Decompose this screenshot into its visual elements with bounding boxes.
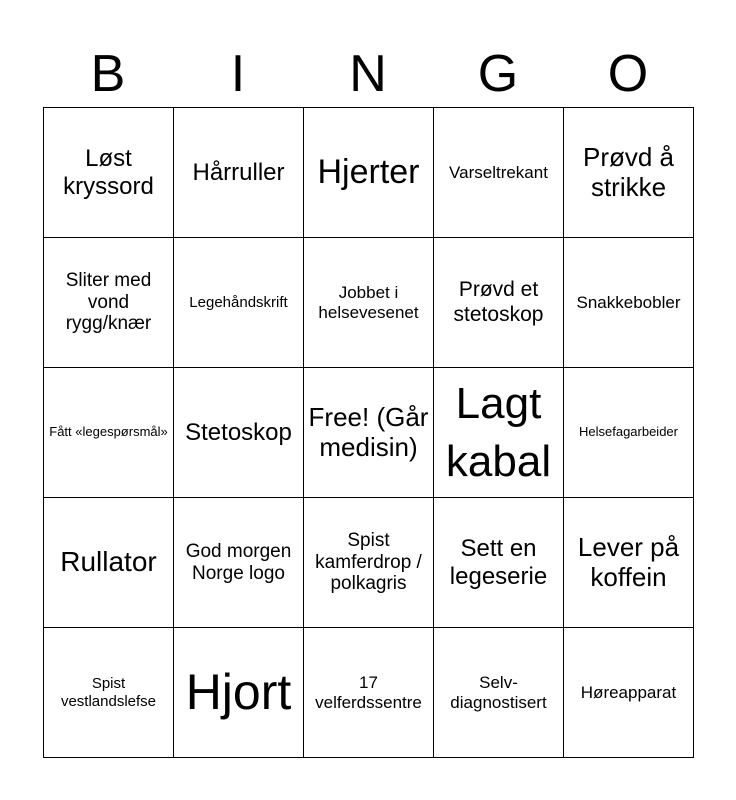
bingo-cell[interactable]: Helsefagarbeider: [564, 368, 694, 498]
bingo-cell[interactable]: Varseltrekant: [434, 108, 564, 238]
bingo-cell[interactable]: Høreapparat: [564, 628, 694, 758]
bingo-cell[interactable]: Lagt kabal: [434, 368, 564, 498]
bingo-cell[interactable]: God morgen Norge logo: [174, 498, 304, 628]
bingo-cell[interactable]: 17 velferdssentre: [304, 628, 434, 758]
bingo-cell[interactable]: Prøvd et stetoskop: [434, 238, 564, 368]
bingo-cell[interactable]: Sliter med vond rygg/knær: [44, 238, 174, 368]
bingo-cell[interactable]: Spist kamferdrop / polkagris: [304, 498, 434, 628]
bingo-cell[interactable]: Legehåndskrift: [174, 238, 304, 368]
header-letter-b: B: [90, 45, 126, 103]
header-letter-n: N: [349, 45, 387, 103]
bingo-cell[interactable]: Hårruller: [174, 108, 304, 238]
header-letter-i: I: [230, 45, 246, 103]
bingo-cell[interactable]: Sett en legeserie: [434, 498, 564, 628]
bingo-cell[interactable]: Hjort: [174, 628, 304, 758]
bingo-cell[interactable]: Jobbet i helsevesenet: [304, 238, 434, 368]
bingo-cell[interactable]: Prøvd å strikke: [564, 108, 694, 238]
header-letter-g: G: [477, 45, 519, 103]
bingo-cell[interactable]: Selv-diagnostisert: [434, 628, 564, 758]
bingo-cell[interactable]: Løst kryssord: [44, 108, 174, 238]
bingo-cell[interactable]: Hjerter: [304, 108, 434, 238]
bingo-free-cell[interactable]: Free! (Går medisin): [304, 368, 434, 498]
bingo-header: [43, 42, 693, 106]
bingo-grid: [43, 107, 694, 758]
bingo-cell[interactable]: Lever på koffein: [564, 498, 694, 628]
bingo-cell[interactable]: Spist vestlandslefse: [44, 628, 174, 758]
bingo-cell[interactable]: Stetoskop: [174, 368, 304, 498]
header-letter-o: O: [607, 45, 649, 103]
bingo-cell[interactable]: Fått «legespørsmål»: [44, 368, 174, 498]
bingo-cell[interactable]: Snakkebobler: [564, 238, 694, 368]
bingo-cell[interactable]: Rullator: [44, 498, 174, 628]
